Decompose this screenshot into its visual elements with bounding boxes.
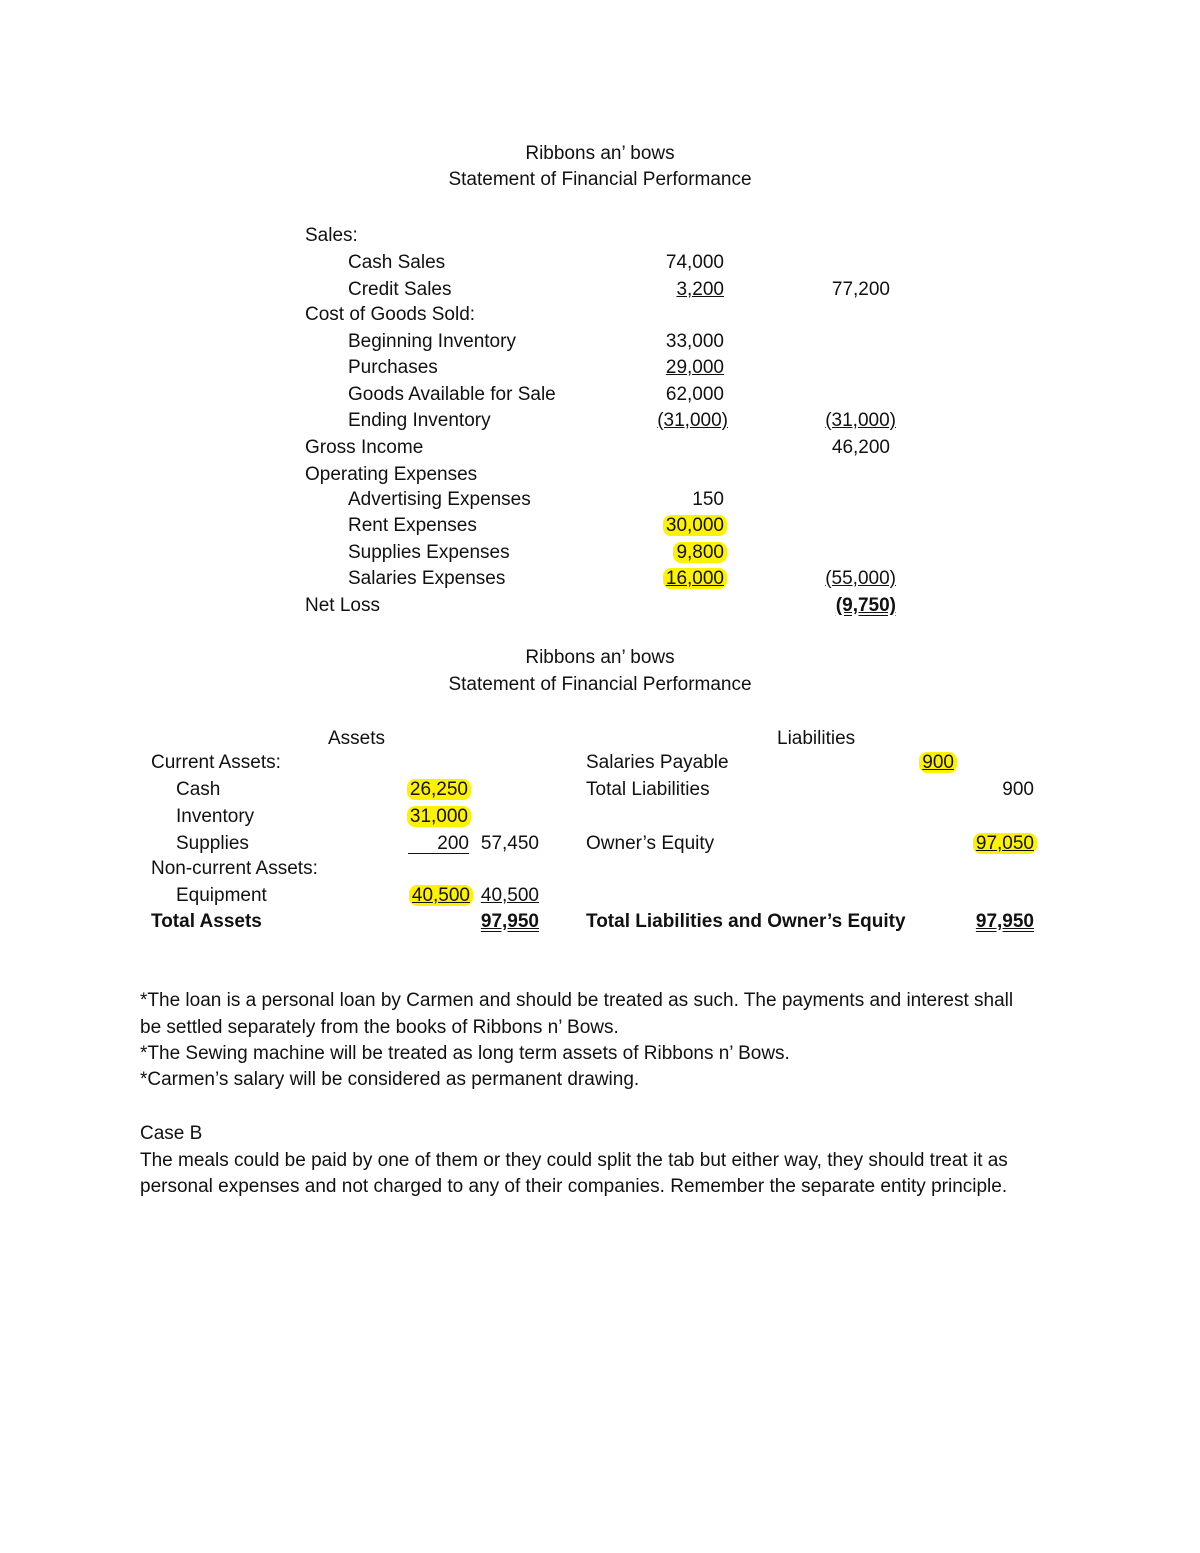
total-liabilities-label: Total Liabilities (586, 779, 710, 800)
inventory-value-wrap (407, 806, 471, 828)
goods-available-label: Goods Available for Sale (348, 384, 556, 405)
equipment-label: Equipment (176, 885, 267, 906)
income-company-name: Ribbons an’ bows (525, 143, 675, 164)
cash-sales-label: Cash Sales (348, 252, 446, 273)
salaries-payable-label: Salaries Payable (586, 752, 729, 773)
goods-available-value: 62,000 (665, 384, 724, 405)
salaries-label: Salaries Expenses (348, 568, 506, 589)
supplies-value-wrap (673, 542, 727, 564)
total-liabilities-equity-label: Total Liabilities and Owner’s Equity (586, 911, 906, 932)
salaries-payable-value: 900 (919, 752, 957, 773)
salaries-value: 16,000 (663, 568, 727, 589)
net-loss-value: (9,750) (835, 595, 896, 616)
advertising-value: 150 (692, 489, 724, 510)
owners-equity-label: Owner’s Equity (586, 833, 715, 854)
credit-sales-label: Credit Sales (348, 279, 452, 300)
rent-value-wrap (663, 515, 727, 537)
supplies-asset-value: 200 (437, 833, 469, 854)
opex-total: (55,000) (825, 568, 896, 589)
income-statement-title: Statement of Financial Performance (448, 169, 752, 190)
cash-value: 26,250 (407, 779, 471, 800)
cash-sales-value: 74,000 (665, 252, 724, 273)
net-loss-label: Net Loss (305, 595, 380, 616)
note-loan-line2: be settled separately from the books of Ribbons n’ Bows. (140, 1017, 619, 1038)
balance-statement-title: Statement of Financial Performance (448, 674, 752, 695)
total-liabilities-equity-value: 97,950 (975, 911, 1034, 932)
advertising-label: Advertising Expenses (348, 489, 531, 510)
case-b-line2: personal expenses and not charged to any of their companies. Remember the separate entity principle. (140, 1176, 1008, 1197)
owners-equity-value-wrap (973, 833, 1037, 855)
total-sales-value: 77,200 (831, 279, 890, 300)
gross-income-value: 46,200 (831, 437, 890, 458)
inventory-label: Inventory (176, 806, 255, 827)
current-assets-total: 57,450 (480, 833, 539, 854)
beginning-inventory-value: 33,000 (665, 331, 724, 352)
cash-value-wrap (407, 779, 471, 801)
gross-income-label: Gross Income (305, 437, 424, 458)
inventory-value: 31,000 (407, 806, 471, 827)
ending-inventory-label: Ending Inventory (348, 410, 491, 431)
cash-label: Cash (176, 779, 221, 800)
purchases-value: 29,000 (665, 357, 724, 378)
total-liabilities-value: 900 (1002, 779, 1034, 800)
sales-header: Sales: (305, 225, 358, 246)
current-assets-label: Current Assets: (151, 752, 281, 773)
note-sewing-machine: *The Sewing machine will be treated as long term assets of Ribbons n’ Bows. (140, 1043, 790, 1064)
supplies-label: Supplies Expenses (348, 542, 510, 563)
note-salary: *Carmen’s salary will be considered as permanent drawing. (140, 1069, 640, 1090)
ending-inventory-total: (31,000) (825, 410, 896, 431)
supplies-value: 9,800 (673, 542, 727, 563)
noncurrent-assets-total: 40,500 (480, 885, 539, 906)
total-assets-label: Total Assets (151, 911, 262, 932)
total-assets-value: 97,950 (480, 911, 539, 932)
rent-value: 30,000 (663, 515, 727, 536)
case-b-title: Case B (140, 1123, 203, 1144)
purchases-label: Purchases (348, 357, 438, 378)
owners-equity-value: 97,050 (973, 833, 1037, 854)
salaries-value-wrap (663, 568, 727, 590)
assets-header: Assets (328, 728, 386, 749)
equipment-value-wrap (409, 885, 473, 907)
credit-sales-value: 3,200 (676, 279, 724, 300)
balance-company-name: Ribbons an’ bows (525, 647, 675, 668)
beginning-inventory-label: Beginning Inventory (348, 331, 516, 352)
equipment-value: 40,500 (409, 885, 473, 906)
salaries-payable-value-wrap (919, 752, 957, 774)
cogs-header: Cost of Goods Sold: (305, 304, 476, 325)
noncurrent-assets-label: Non-current Assets: (151, 858, 318, 879)
opex-header: Operating Expenses (305, 464, 478, 485)
case-b-line1: The meals could be paid by one of them or they could split the tab but either way, they should treat it as (140, 1150, 1008, 1171)
rent-label: Rent Expenses (348, 515, 477, 536)
supplies-asset-label: Supplies (176, 833, 249, 854)
liabilities-header: Liabilities (777, 728, 856, 749)
note-loan-line1: *The loan is a personal loan by Carmen and should be treated as such. The payments and interest shall (140, 990, 1014, 1011)
ending-inventory-value: (31,000) (657, 410, 728, 431)
